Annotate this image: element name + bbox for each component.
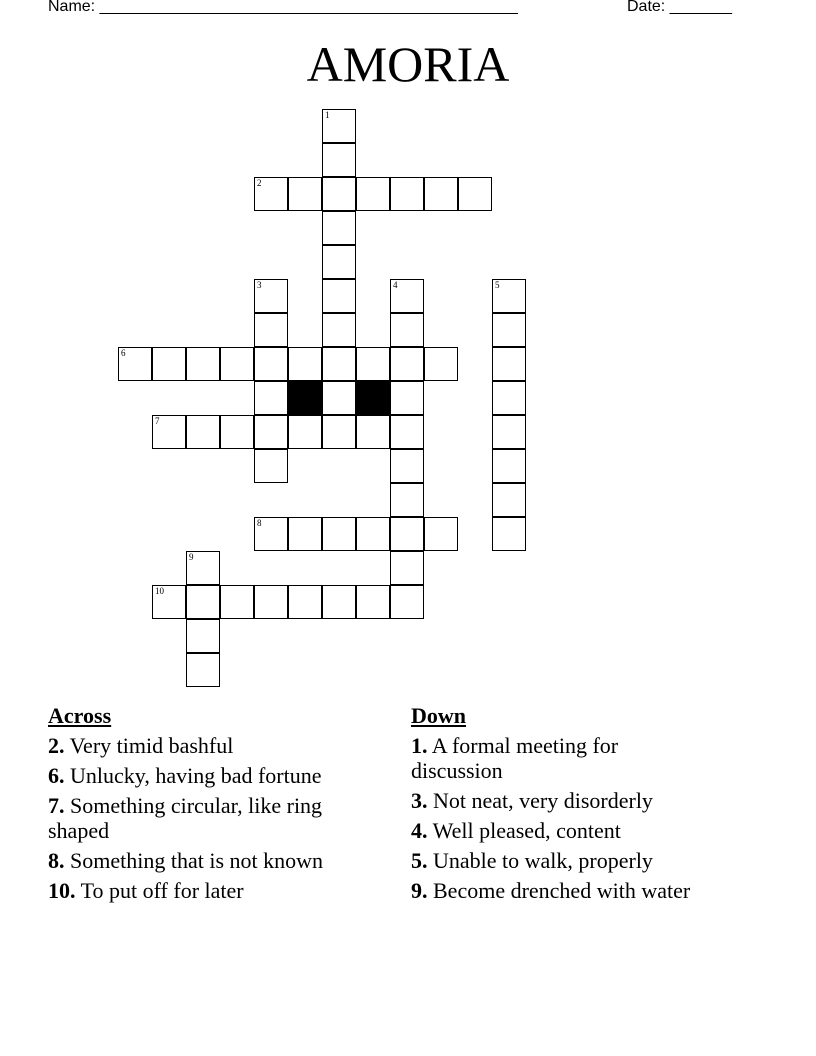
grid-cell[interactable] [254,347,288,381]
clue-text: Something that is not known [70,848,323,873]
grid-cell[interactable] [492,415,526,449]
grid-cell[interactable] [322,517,356,551]
clue-number-label: 10 [155,586,164,596]
across-clues [48,703,383,908]
grid-cell[interactable] [322,245,356,279]
grid-cell[interactable] [356,517,390,551]
grid-cell[interactable] [458,177,492,211]
clue-text: Very timid bashful [69,733,234,758]
grid-cell[interactable] [356,415,390,449]
across-heading: Across [48,703,112,728]
grid-cell[interactable] [424,517,458,551]
grid-cell[interactable] [288,177,322,211]
grid-cell[interactable] [492,449,526,483]
grid-cell[interactable] [322,347,356,381]
grid-cell[interactable] [492,347,526,381]
name-line: Name: _______________________________________________ [48,0,518,15]
clue-number: 8. [48,848,65,873]
grid-cell[interactable] [390,279,424,313]
down-heading: Down [411,703,467,728]
grid-cell[interactable] [322,415,356,449]
grid-cell[interactable] [220,415,254,449]
grid-cell[interactable] [390,483,424,517]
grid-cell[interactable] [390,415,424,449]
grid-cell[interactable] [390,177,424,211]
grid-cell[interactable] [152,347,186,381]
grid-cell[interactable] [254,313,288,347]
clue-text: Become drenched with water [433,878,691,903]
clue-across [48,733,383,758]
clue-down [411,848,711,873]
clue-number: 4. [411,818,428,843]
clue-text: A formal meeting for discussion [411,733,619,783]
grid-cell[interactable] [492,313,526,347]
clue-number: 3. [411,788,428,813]
grid-cell[interactable] [288,517,322,551]
grid-cell[interactable] [390,347,424,381]
grid-cell[interactable] [254,177,288,211]
clue-number: 2. [48,733,65,758]
grid-block [288,381,322,415]
grid-cell[interactable] [220,585,254,619]
clue-down [411,733,711,783]
grid-cell[interactable] [254,381,288,415]
grid-cell[interactable] [492,483,526,517]
grid-block [356,381,390,415]
clue-text: Unlucky, having bad fortune [70,763,322,788]
clue-number-label: 8 [257,518,262,528]
grid-cell[interactable] [390,585,424,619]
grid-cell[interactable] [152,585,186,619]
grid-cell[interactable] [186,585,220,619]
down-clues [411,703,711,908]
clue-across [48,878,383,903]
clue-number-label: 2 [257,178,262,188]
grid-cell[interactable] [322,313,356,347]
grid-cell[interactable] [322,211,356,245]
grid-cell[interactable] [186,653,220,687]
grid-cell[interactable] [492,279,526,313]
clue-number-label: 4 [393,280,398,290]
clue-number-label: 9 [189,552,194,562]
grid-cell[interactable] [322,381,356,415]
grid-cell[interactable] [288,347,322,381]
grid-cell[interactable] [322,109,356,143]
clue-text: Something circular, like ring shaped [48,793,323,843]
clue-number: 5. [411,848,428,873]
clue-down [411,878,711,903]
clue-number: 9. [411,878,428,903]
grid-cell[interactable] [254,279,288,313]
grid-cell[interactable] [288,415,322,449]
grid-cell[interactable] [424,347,458,381]
grid-cell[interactable] [390,449,424,483]
clue-number-label: 5 [495,280,500,290]
clue-number-label: 7 [155,416,160,426]
clue-down [411,818,711,843]
grid-cell[interactable] [186,415,220,449]
clue-across [48,848,383,873]
grid-cell[interactable] [186,347,220,381]
clue-number-label: 1 [325,110,330,120]
grid-cell[interactable] [356,585,390,619]
grid-cell[interactable] [356,347,390,381]
grid-cell[interactable] [424,177,458,211]
clue-text: To put off for later [80,878,244,903]
clue-number: 6. [48,763,65,788]
clue-number-label: 6 [121,348,126,358]
grid-cell[interactable] [186,619,220,653]
grid-cell[interactable] [322,177,356,211]
grid-cell[interactable] [492,517,526,551]
clue-number: 10. [48,878,76,903]
clue-across [48,793,383,843]
puzzle-title: AMORIA [306,36,510,92]
grid-cell[interactable] [254,449,288,483]
clue-across [48,763,383,788]
clue-text: Not neat, very disorderly [433,788,653,813]
clue-text: Unable to walk, properly [433,848,653,873]
grid-cell[interactable] [254,415,288,449]
grid-cell[interactable] [322,279,356,313]
date-line: Date: _______ [627,0,732,15]
clue-down [411,788,711,813]
grid-cell[interactable] [390,551,424,585]
grid-cell[interactable] [288,585,322,619]
grid-cell[interactable] [390,517,424,551]
grid-cell[interactable] [356,177,390,211]
grid-cell[interactable] [254,517,288,551]
clue-number-label: 3 [257,280,262,290]
clue-text: Well pleased, content [432,818,621,843]
grid-cell[interactable] [254,585,288,619]
grid-cell[interactable] [118,347,152,381]
grid-cell[interactable] [390,313,424,347]
grid-cell[interactable] [220,347,254,381]
grid-cell[interactable] [322,585,356,619]
grid-cell[interactable] [492,381,526,415]
grid-cell[interactable] [322,143,356,177]
grid-cell[interactable] [152,415,186,449]
clue-number: 7. [48,793,65,818]
grid-cell[interactable] [186,551,220,585]
grid-cell[interactable] [390,381,424,415]
clue-number: 1. [411,733,428,758]
